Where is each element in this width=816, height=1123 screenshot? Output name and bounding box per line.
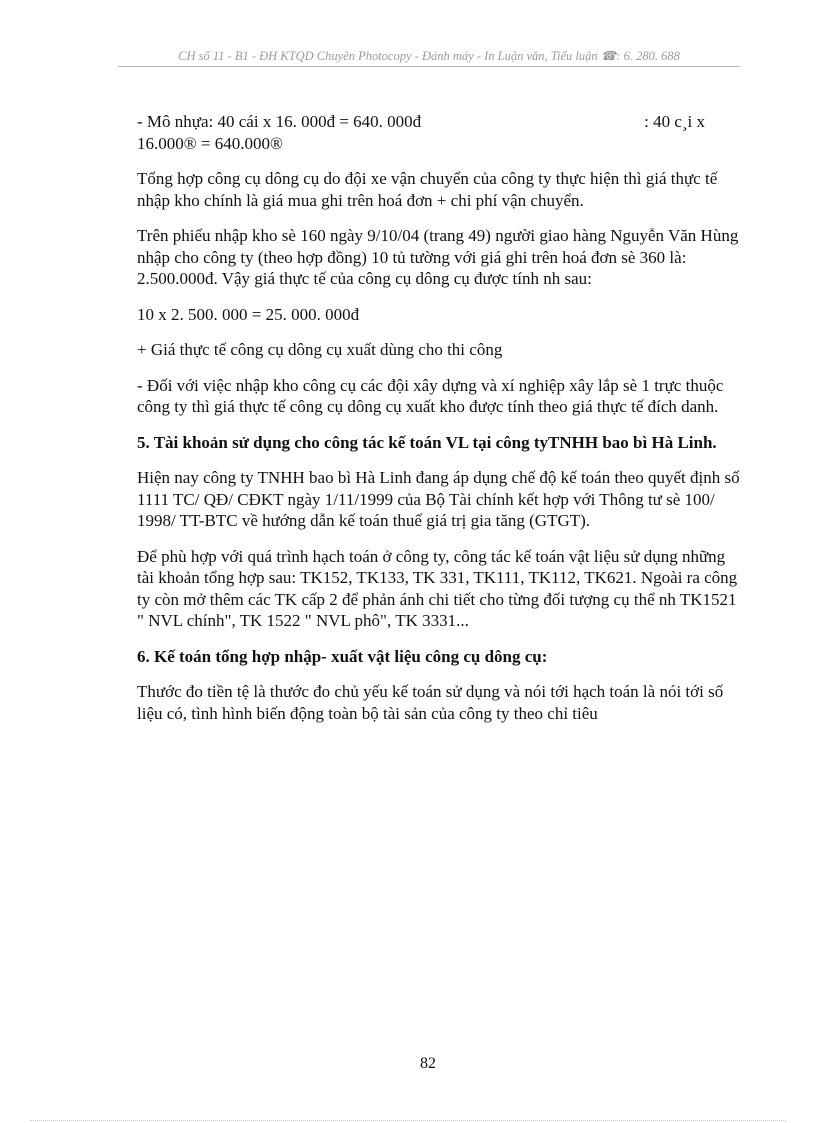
paragraph-receipt: Trên phiếu nhập kho sè 160 ngày 9/10/04 (trang 49) người giao hàng Nguyễn Văn Hùng nhập cho công ty (theo hợp đồng) 10 tủ tường với giá ghi trên hoá đơn sè 360 là: 2.500.000đ. Vậy giá thực tế của công cụ dông cụ được tính nh sau: [137,226,739,288]
section-heading-5: 5. Tài khoản sử dụng cho công tác kế toán VL tại công tyTNHH bao bì Hà Linh. [137,432,717,452]
header-divider [118,66,740,67]
page-header: CH số 11 - B1 - ĐH KTQD Chuyên Photocopy - Đánh máy - In Luận văn, Tiểu luận ☎: 6. 280. 688 [178,49,680,63]
document-body [137,111,740,738]
paragraph-monetary-measure: Thước đo tiền tệ là thước đo chủ yếu kế toán sử dụng và nói tới hạch toán là nói tới số liệu có, tình hình biến động toàn bộ tài sản của công ty theo chỉ tiêu [137,682,724,723]
footer-divider [30,1120,786,1121]
page-number: 82 [420,1055,436,1072]
price-line-left: - Mô nhựa: 40 cái x 16. 000đ = 640. 000đ [137,112,422,131]
paragraph-actual-cost: + Giá thực tế công cụ dông cụ xuất dùng cho thi công [137,340,503,359]
price-line-right: : 40 c¸i x [644,112,705,131]
paragraph-accounting-regime: Hiện nay công ty TNHH bao bì Hà Linh đang áp dụng chế độ kế toán theo quyết định số 1111 TC/ QĐ/ CĐKT ngày 1/11/1999 của Bộ Tài chính kết hợp với Thông tư sè 100/ 1998/ TT-BTC về hướng dẫn kế toán thuế giá trị gia tăng (GTGT). [137,468,740,530]
paragraph-specific-identification: - Đối với việc nhập kho công cụ các đội xây dựng và xí nghiệp xây lắp sè 1 trực thuộc công ty thì giá thực tế công cụ dông cụ xuất kho được tính theo giá thực tế đích danh. [137,375,724,416]
paragraph-accounts-used: Để phù hợp với quá trình hạch toán ở công ty, công tác kế toán vật liệu sử dụng những tài khoản tổng hợp sau: TK152, TK133, TK 331, TK111, TK112, TK621. Ngoài ra công ty còn mở thêm các TK cấp 2 để phản ánh chi tiết cho từng đối tượng cụ thể nh TK1521 " NVL chính", TK 1522 " NVL phô", TK 3331... [137,546,738,630]
price-line [137,111,740,133]
price-line-continued: 16.000® = 640.000® [137,133,283,153]
paragraph-transport-cost: Tổng hợp công cụ dông cụ do đội xe vận chuyển của công ty thực hiện thì giá thực tế nhập kho chính là giá mua ghi trên hoá đơn + chi phí vận chuyển. [137,169,718,210]
formula-line: 10 x 2. 500. 000 = 25. 000. 000đ [137,304,360,324]
section-heading-6: 6. Kế toán tổng hợp nhập- xuất vật liệu công cụ dông cụ: [137,646,548,666]
